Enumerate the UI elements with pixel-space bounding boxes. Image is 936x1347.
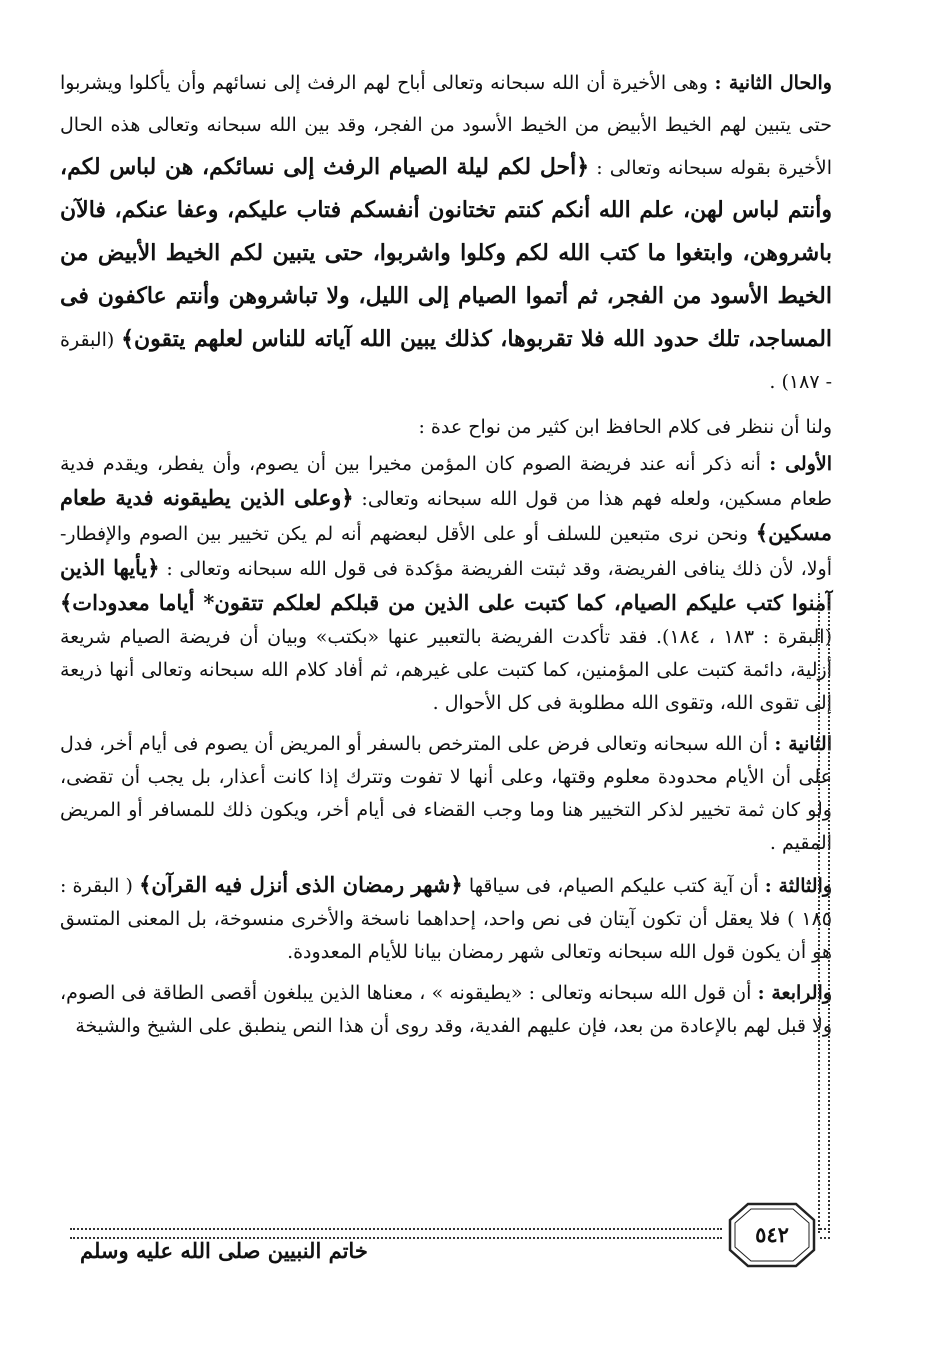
paragraph-intro-aspects [60, 411, 832, 444]
paragraph-text: أنه ذكر أنه عند فريضة الصوم كان المؤمن مخيرا بين أن يصوم، وأن يفطر، ويقدم فدية طعام مسكين، ولعله فهم هذا من قول الله سبحانه وتعالى: [60, 453, 832, 510]
paragraph-text: (البقرة : ١٨٣ ، ١٨٤). فقد تأكدت الفريضة بالتعبير عنها «بكتب» وبيان أن فريضة الصيام شريعة أزلية، دائمة كتبت على المؤمنين، كما كتبت على غيرهم، ثم أفاد كلام الله سبحانه وتعالى أنها ذريعة إلى تقوى الله، وتقوى الله مطلوبة فى كل الأحوال . [60, 626, 832, 714]
decorative-frame-bottom-end [820, 1228, 830, 1239]
paragraph-text: أن الله سبحانه وتعالى فرض على المترخص بالسفر أو المريض أن يصوم فى أيام أخر، فدل على أن الأيام محدودة معلوم وقتها، وعلى أنها لا تفوت وتترك إذا كانت أعذار، بل يجب أن تقضى، ولو كان ثمة تخيير لذكر التخيير هنا وما وجب القضاء فى أيام أخر، ويكون ذلك للمسافر أو المريض المقيم . [60, 733, 832, 854]
paragraph-lead: والثالثة : [764, 875, 832, 897]
paragraph-text: وهى الأخيرة أن الله سبحانه وتعالى أباح لهم الرفث إلى نسائهم وأن يأكلوا ويشربوا حتى يتبين لهم الخيط الأبيض من الخيط الأسود من الفجر، وقد بين الله سبحانه وتعالى هذه الحال الأخيرة بقوله سبحانه وتعالى : [60, 72, 832, 179]
paragraph-text: أن قول الله سبحانه وتعالى : «يطيقونه » ، معناها الذين يبلغون أقصى الطاقة فى الصوم، ولا قبل لهم بالإعادة من بعد، فإن عليهم الفدية، وقد روى أن هذا النص ينطبق على الشيخ والشيخة [60, 982, 832, 1037]
paragraph-third-aspect [60, 868, 832, 969]
paragraph-second-aspect [60, 728, 832, 860]
paragraph-lead: والحال الثانية : [714, 72, 832, 94]
quran-quote: ﴿شهر رمضان الذى أنزل فيه القرآن﴾ [139, 872, 463, 897]
quran-quote: ﴿أحل لكم ليلة الصيام الرفث إلى نسائكم، هن لباس لكم، وأنتم لباس لهن، علم الله أنكم كنتم تختانون أنفسكم فتاب عليكم، وعفا عنكم، فالآن باشروهن، وابتغوا ما كتب الله لكم وكلوا واشربوا، حتى يتبين لكم الخيط الأبيض من الخيط الأسود من الفجر، ثم أتموا الصيام إلى الليل، ولا تباشروهن وأنتم عاكفون فى المساجد، تلك حدود الله فلا تقربوها، كذلك يبين الله آياته للناس لعلهم يتقون﴾ [60, 154, 833, 352]
paragraph-first-aspect [60, 448, 832, 720]
paragraph-lead: والرابعة : [757, 982, 832, 1004]
page-body [60, 62, 832, 1051]
paragraph-text: ونحن نرى متبعين للسلف أو على الأقل لبعضهم أنه لم يكن تخيير بين الصوم والإفطار- أولا، لأن ذلك ينافى الفريضة، وقد ثبتت الفريضة مؤكدة فى قول الله سبحانه وتعالى : [60, 523, 832, 580]
paragraph-fourth-aspect [60, 977, 832, 1043]
paragraph-lead: الثانية : [774, 733, 832, 755]
page-number: ٥٤٢ [755, 1222, 789, 1247]
book-title: خاتم النبيين صلى الله عليه وسلم [80, 1238, 368, 1263]
paragraph-text: ولنا أن ننظر فى كلام الحافظ ابن كثير من نواح عدة : [418, 416, 832, 438]
page-number-badge [726, 1200, 818, 1270]
paragraph-text: ( البقرة : ١٨٥ ) فلا يعقل أن تكون آيتان فى نص واحد، إحداهما ناسخة والأخرى منسوخة، بل المعنى المتسق هو أن يكون قول الله سبحانه وتعالى شهر رمضان بيانا للأيام المعدودة. [60, 875, 832, 963]
paragraph-second-state [60, 62, 832, 403]
paragraph-lead: الأولى : [769, 453, 833, 475]
quote-reference: (البقرة - ١٨٧) . [60, 329, 832, 393]
quran-quote: ﴿يأيها الذين آمنوا كتب عليكم الصيام، كما كتبت على الذين من قبلكم لعلكم تتقون* أياما معدودات﴾ [60, 555, 832, 615]
decorative-frame-right [818, 593, 830, 1233]
paragraph-text: أن آية كتب عليكم الصيام، فى سياقها [462, 875, 765, 897]
quran-quote: ﴿وعلى الذين يطيقونه فدية طعام مسكين﴾ [60, 485, 832, 545]
